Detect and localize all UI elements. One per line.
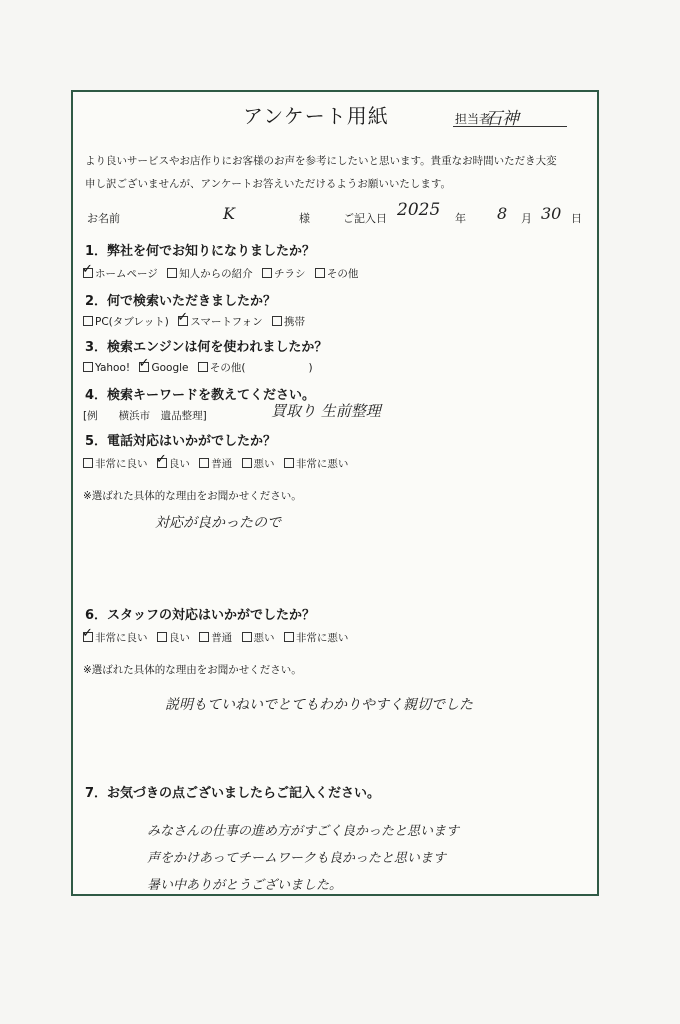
question-3-options [83,360,313,375]
q2-option-pc[interactable]: PC(タブレット) [83,316,169,328]
name-value: K [223,204,235,223]
checkbox-checked-icon [83,632,93,642]
question-2-label: 2．何で検索いただきましたか？ [85,294,277,309]
checkbox-icon [272,316,282,326]
checkbox-icon [315,268,325,278]
question-4-label: 4．検索キーワードを教えてください。 [85,388,316,403]
q5-option-very-good[interactable]: 非常に良い [83,458,148,470]
checkbox-checked-icon [178,316,188,326]
day-label: 日 [571,212,582,225]
checkbox-checked-icon [157,458,167,468]
q2-option-mobile[interactable]: 携帯 [272,316,305,328]
question-7-comments [147,818,459,899]
question-5-reason-label: ※選ばれた具体的な理由をお聞かせください。 [83,490,302,502]
name-suffix: 様 [299,212,310,225]
intro-line-2: 申し訳ございませんが、アンケートお答えいただけるようお願いいたします。 [85,178,452,190]
checkbox-icon [242,458,252,468]
question-3-label: 3．検索エンジンは何を使われましたか？ [85,340,328,355]
checkbox-icon [157,632,167,642]
staff-label: 担当者 [455,112,492,126]
checkbox-checked-icon [83,268,93,278]
checkbox-icon [83,458,93,468]
q6-option-bad[interactable]: 悪い [242,632,275,644]
q6-option-normal[interactable]: 普通 [199,632,232,644]
checkbox-icon [284,458,294,468]
question-1-label: 1．弊社を何でお知りになりましたか？ [85,244,316,259]
checkbox-icon [198,362,208,372]
q6-option-very-bad[interactable]: 非常に悪い [284,632,349,644]
comment-line-2: 声をかけあってチームワークも良かったと思います [147,851,446,866]
question-5-label: 5．電話対応はいかがでしたか？ [85,434,277,449]
q1-option-homepage[interactable]: ✓ホームページ [83,268,158,280]
q3-option-other[interactable]: その他( ) [198,362,313,374]
checkbox-icon [262,268,272,278]
intro-text [85,150,557,196]
checkbox-icon [199,632,209,642]
checkbox-icon [83,316,93,326]
q3-option-yahoo[interactable]: Yahoo! [83,362,130,374]
question-4-example: [例 横浜市 遺品整理] [83,410,207,422]
checkbox-icon [199,458,209,468]
comment-line-3: 暑い中ありがとうございました。 [147,878,343,893]
checkbox-checked-icon [139,362,149,372]
staff-underline [453,126,567,127]
q5-option-normal[interactable]: 普通 [199,458,232,470]
name-label: お名前 [87,212,120,225]
checkbox-icon [242,632,252,642]
q1-option-flyer[interactable]: チラシ [262,268,306,280]
question-5-options [83,456,348,471]
checkbox-icon [167,268,177,278]
q1-option-other[interactable]: その他 [315,268,359,280]
question-2-options [83,314,305,329]
q5-option-very-bad[interactable]: 非常に悪い [284,458,349,470]
day-value: 30 [541,204,562,223]
form-title: アンケート用紙 [243,104,389,128]
question-6-reason-label: ※選ばれた具体的な理由をお聞かせください。 [83,664,302,676]
q5-option-bad[interactable]: 悪い [242,458,275,470]
question-6-options [83,630,348,645]
checkbox-icon [83,362,93,372]
checkbox-icon [284,632,294,642]
staff-name-handwritten: 石神 [485,109,519,129]
q6-option-very-good[interactable]: ✓非常に良い [83,632,148,644]
year-label: 年 [455,212,466,225]
question-6-reason: 説明もていねいでとてもわかりやすく親切でした [165,697,473,713]
question-1-options [83,266,358,281]
q3-option-google[interactable]: ✓ Google [139,362,188,374]
year-value: 2025 [397,200,441,220]
question-4-answer: 買取り 生前整理 [271,402,381,420]
q6-option-good[interactable]: 良い [157,632,190,644]
month-value: 8 [497,204,508,223]
intro-line-1: より良いサービスやお店作りにお客様のお声を参考にしたいと思います。貴重なお時間いただき大変 [85,155,557,167]
q2-option-smartphone[interactable]: ✓ スマートフォン [178,316,262,328]
comment-line-1: みなさんの仕事の進め方がすごく良かったと思います [147,824,460,839]
survey-form [71,90,599,896]
question-6-label: 6．スタッフの対応はいかがでしたか？ [85,608,316,623]
question-7-label: 7．お気づきの点ございましたらご記入ください。 [85,786,381,801]
question-5-reason: 対応が良かったので [155,515,281,531]
month-label: 月 [521,212,532,225]
q5-option-good[interactable]: ✓ 良い [157,458,190,470]
q1-option-referral[interactable]: 知人からの紹介 [167,268,253,280]
date-label: ご記入日 [343,212,387,225]
